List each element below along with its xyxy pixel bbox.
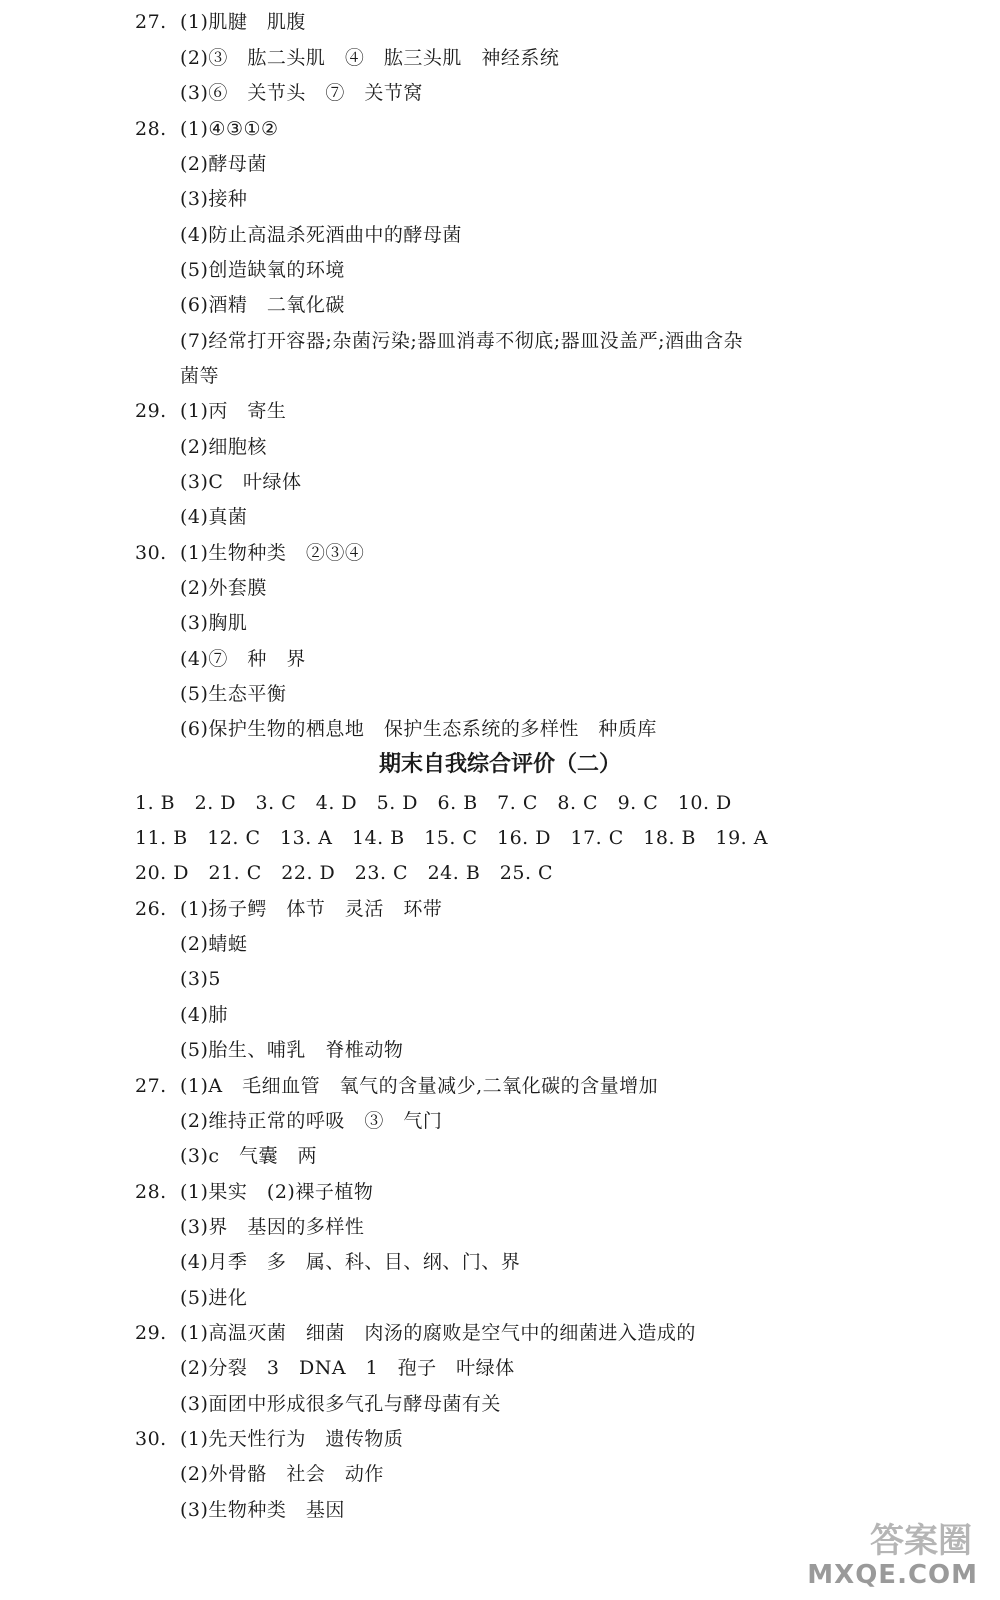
question-number: 29. — [135, 400, 167, 422]
answer-text: (5)进化 — [180, 1287, 248, 1309]
choice-answers-row: 11. B 12. C 13. A 14. B 15. C 16. D 17. C 18. B 19. A — [135, 827, 768, 849]
answer-text: (4)⑦ 种 界 — [180, 648, 306, 670]
answer-text: (1)扬子鳄 体节 灵活 环带 — [180, 898, 443, 920]
answer-text: (4)肺 — [180, 1004, 228, 1026]
choice-answers-row: 1. B 2. D 3. C 4. D 5. D 6. B 7. C 8. C 9. C 10. D — [135, 792, 732, 814]
answer-text: (3)面团中形成很多气孔与酵母菌有关 — [180, 1393, 501, 1415]
answer-text: (1)先天性行为 遗传物质 — [180, 1428, 404, 1450]
answer-text: (1)A 毛细血管 氧气的含量减少,二氧化碳的含量增加 — [180, 1075, 659, 1097]
answer-text: (1)④③①② — [180, 118, 279, 140]
watermark-url-text: MXQE.COM — [807, 1560, 978, 1590]
question-number: 28. — [135, 118, 167, 140]
answer-text: (2)③ 肱二头肌 ④ 肱三头肌 神经系统 — [180, 47, 560, 69]
answer-text: (3)接种 — [180, 188, 248, 210]
answer-text: (4)真菌 — [180, 506, 248, 528]
answer-text: (3)胸肌 — [180, 612, 248, 634]
answer-text: (2)外套膜 — [180, 577, 267, 599]
section-title: 期末自我综合评价（二） — [378, 752, 621, 777]
answer-text: (1)生物种类 ②③④ — [180, 542, 365, 564]
answer-text: (2)蜻蜓 — [180, 933, 248, 955]
answer-text: (3)C 叶绿体 — [180, 471, 302, 493]
answer-text: (5)生态平衡 — [180, 683, 287, 705]
answer-text: (3)界 基因的多样性 — [180, 1216, 365, 1238]
answer-text: (6)酒精 二氧化碳 — [180, 294, 345, 316]
answer-text: (2)外骨骼 社会 动作 — [180, 1463, 384, 1485]
question-number: 28. — [135, 1181, 167, 1203]
watermark-cn-text: 答案圈 — [870, 1521, 972, 1561]
answer-text: (1)丙 寄生 — [180, 400, 287, 422]
answer-text: (2)维持正常的呼吸 ③ 气门 — [180, 1110, 443, 1132]
answer-text: (1)果实 (2)裸子植物 — [180, 1181, 374, 1203]
answer-text: (4)月季 多 属、科、目、纲、门、界 — [180, 1251, 521, 1273]
question-number: 29. — [135, 1322, 167, 1344]
answer-text: (3)生物种类 基因 — [180, 1499, 345, 1521]
answer-text: (3)c 气囊 两 — [180, 1145, 318, 1167]
answer-text: (6)保护生物的栖息地 保护生态系统的多样性 种质库 — [180, 718, 657, 740]
answer-text: (3)⑥ 关节头 ⑦ 关节窝 — [180, 82, 423, 104]
answer-text: (2)酵母菌 — [180, 153, 267, 175]
question-number: 30. — [135, 1428, 167, 1450]
answer-text: (4)防止高温杀死酒曲中的酵母菌 — [180, 224, 462, 246]
question-number: 30. — [135, 542, 167, 564]
answer-text: (5)创造缺氧的环境 — [180, 259, 345, 281]
answer-text: (2)细胞核 — [180, 436, 267, 458]
answer-text: 菌等 — [180, 365, 220, 387]
answer-text: (7)经常打开容器;杂菌污染;器皿消毒不彻底;器皿没盖严;酒曲含杂 — [180, 330, 744, 352]
answer-text: (1)肌腱 肌腹 — [180, 11, 306, 33]
question-number: 27. — [135, 1075, 167, 1097]
choice-answers-row: 20. D 21. C 22. D 23. C 24. B 25. C — [135, 862, 554, 884]
answer-text: (3)5 — [180, 968, 222, 990]
question-number: 26. — [135, 898, 167, 920]
question-number: 27. — [135, 11, 167, 33]
answer-text: (5)胎生、哺乳 脊椎动物 — [180, 1039, 404, 1061]
answer-text: (2)分裂 3 DNA 1 孢子 叶绿体 — [180, 1357, 515, 1379]
answer-text: (1)高温灭菌 细菌 肉汤的腐败是空气中的细菌进入造成的 — [180, 1322, 696, 1344]
